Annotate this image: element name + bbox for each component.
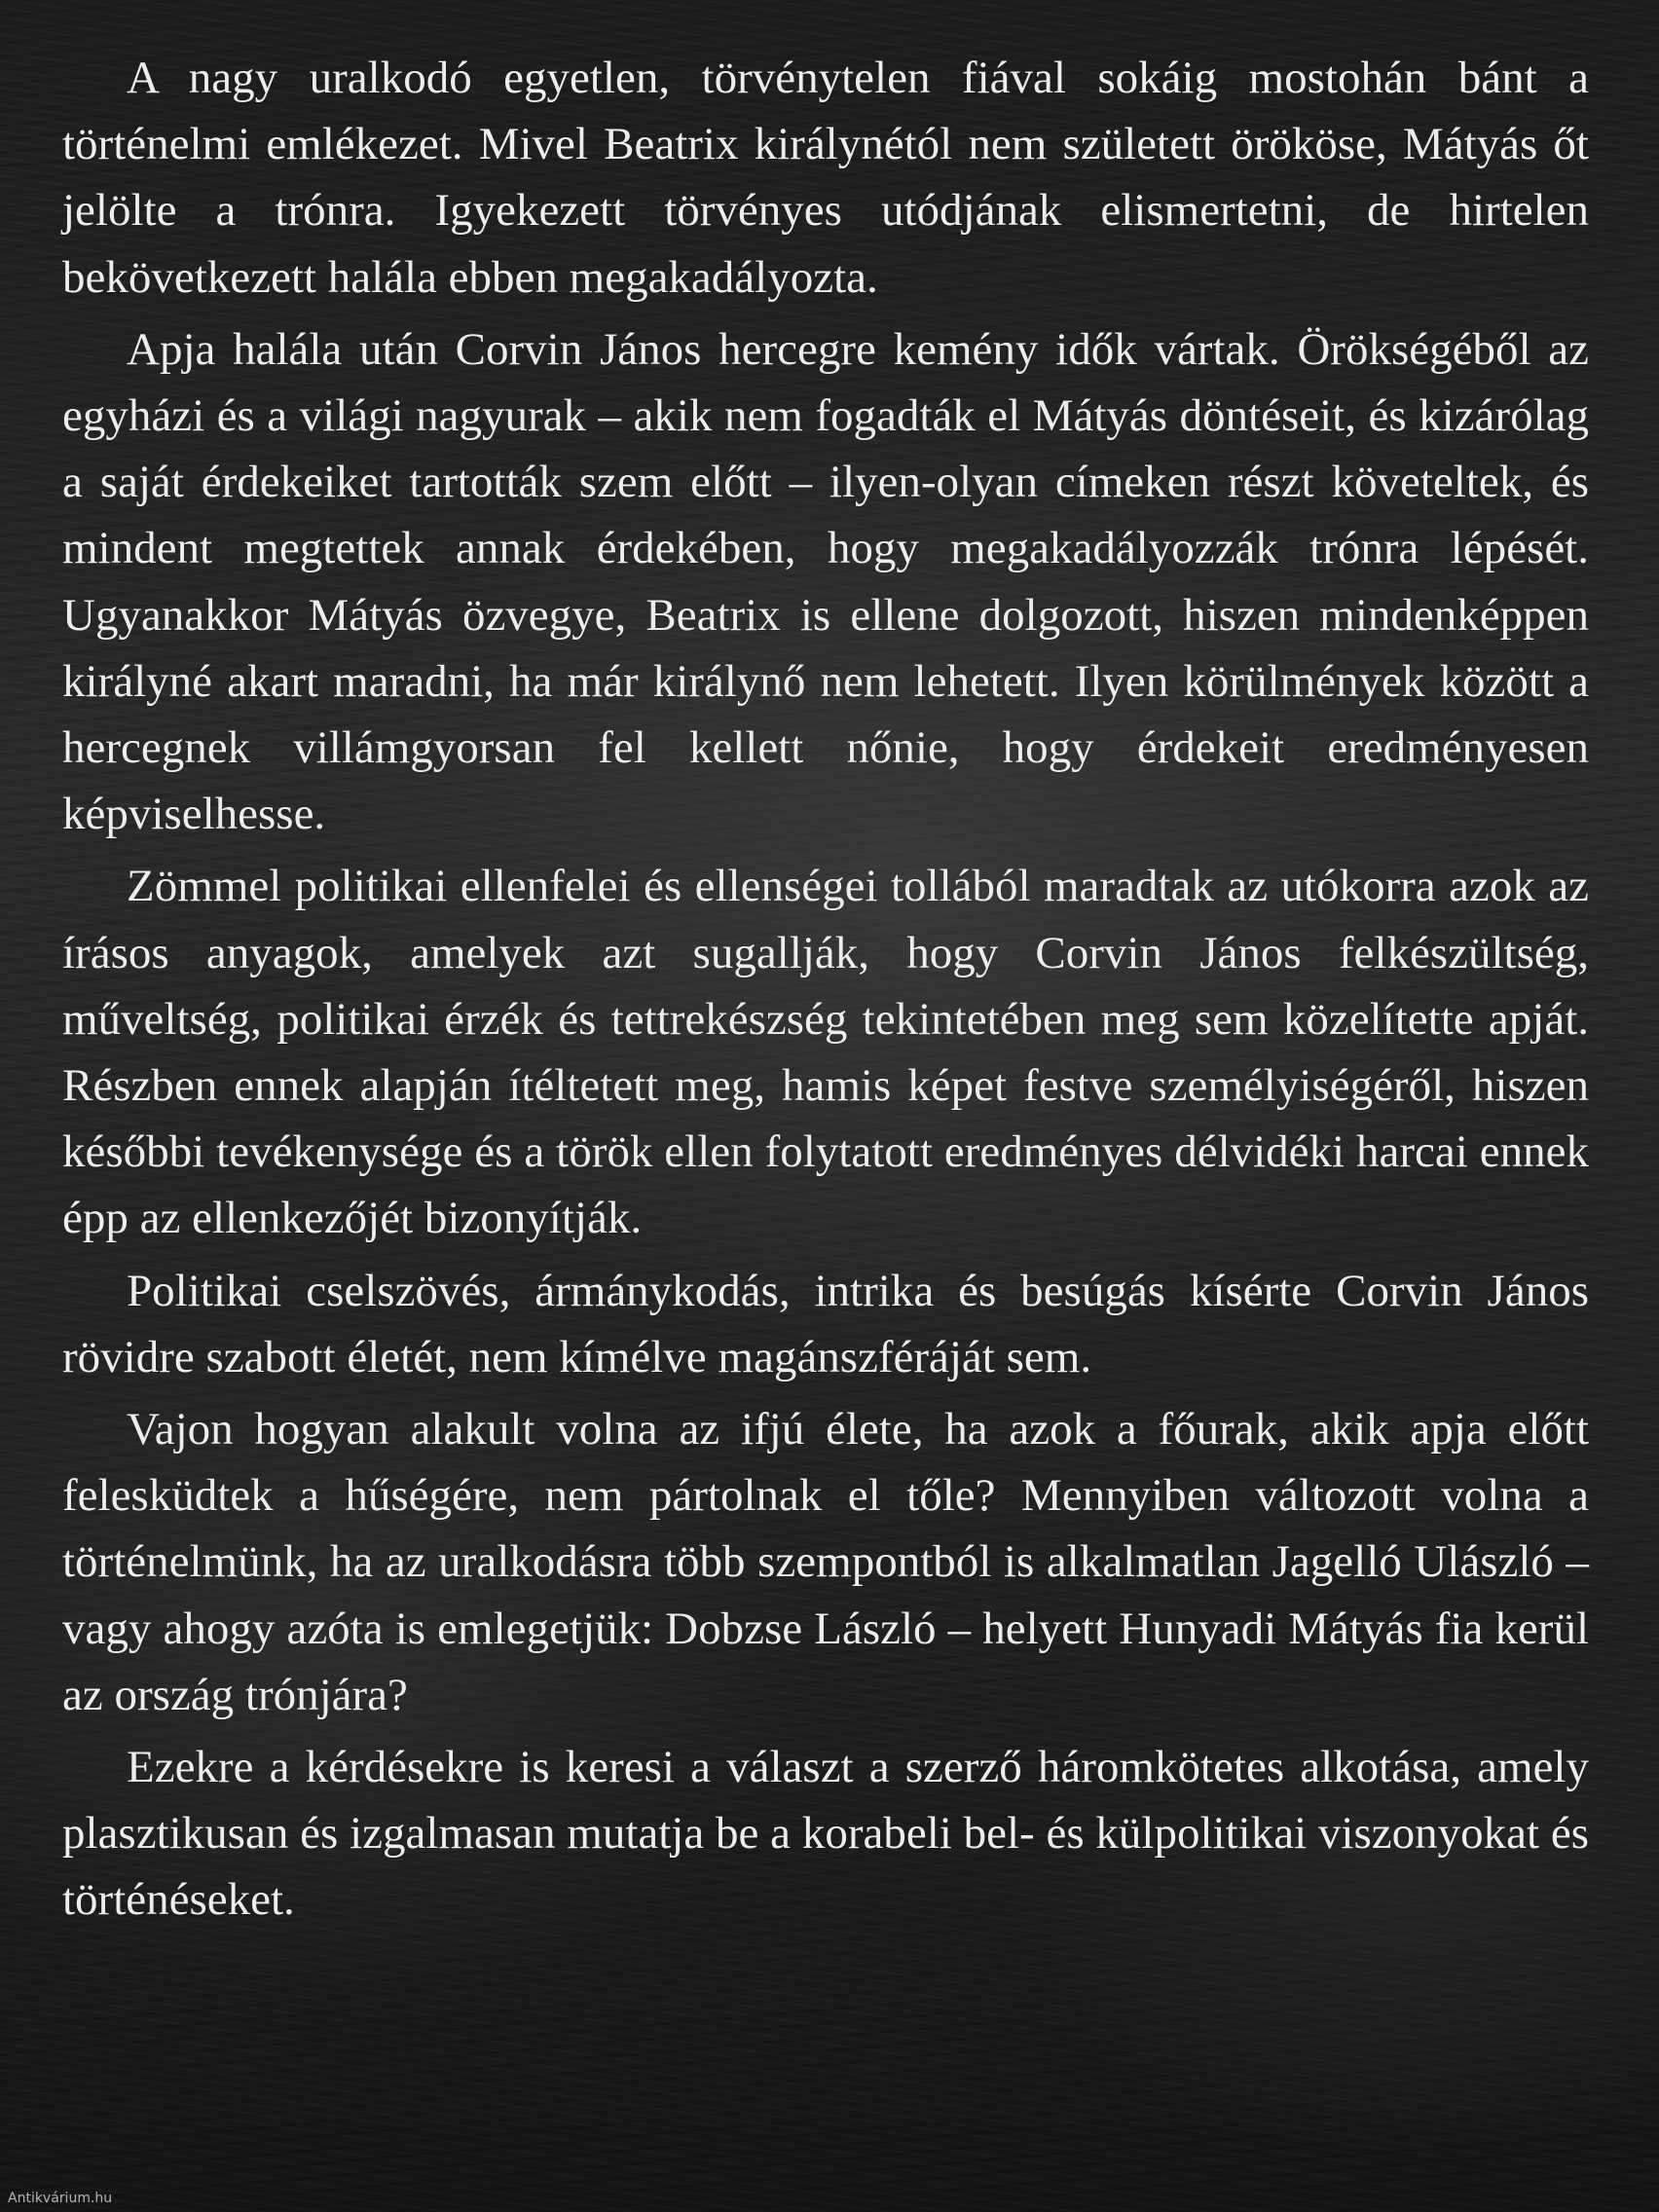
blurb-paragraph-2: Apja halála után Corvin János hercegre kemény idők vártak. Örökségéből az egyházi és a világi nagyurak – akik nem fogadták el Mátyás döntéseit, és kizárólag a saját érdekeiket tartották szem előtt – ilyen-olyan címeken részt követeltek, és mindent megtettek annak érdekében, hogy megakadályozzák trónra lépését. Ugyanakkor Mátyás özvegye, Beatrix is ellene dolgozott, hiszen mindenképpen királyné akart maradni, ha már királynő nem lehetett. Ilyen körülmények között a hercegnek villámgyorsan fel kellett nőnie, hogy érdekeit eredményesen képviselhesse. xyxy=(62,323,1589,840)
watermark: Antikvárium.hu xyxy=(8,2191,113,2206)
blurb-paragraph-3: Zömmel politikai ellenfelei és ellenségei tollából maradtak az utókorra azok az írásos anyagok, amelyek azt sugallják, hogy Corvin János felkészültség, műveltség, politikai érzék és tettrekészség tekintetében meg sem közelítette apját. Részben ennek alapján ítéltetett meg, hamis képet festve személyiségéről, hiszen későbbi tevékenysége és a török ellen folytatott eredményes délvidéki harcai ennek épp az ellenkezőjét bizonyítják. xyxy=(62,861,1589,1244)
blurb-paragraph-4: Politikai cselszövés, ármánykodás, intrika és besúgás kísérte Corvin János rövidre szabott életét, nem kímélve magánszféráját sem. xyxy=(62,1265,1589,1382)
blurb-paragraph-6: Ezekre a kérdésekre is keresi a választ a szerző háromkötetes alkotása, amely plasztikusan és izgalmasan mutatja be a korabeli bel- és külpolitikai viszonyokat és történéseket. xyxy=(62,1742,1589,1926)
blurb-text xyxy=(62,45,1589,1939)
blurb-paragraph-1: A nagy uralkodó egyetlen, törvénytelen fiával sokáig mostohán bánt a történelmi emlékezet. Mivel Beatrix királynétól nem született örököse, Mátyás őt jelölte a trónra. Igyekezett törvényes utódjának elismertetni, de hirtelen bekövetkezett halála ebben megakadályozta. xyxy=(62,53,1589,303)
blurb-paragraph-5: Vajon hogyan alakult volna az ifjú élete, ha azok a főurak, akik apja előtt felesküdtek a hűségére, nem pártolnak el tőle? Mennyiben változott volna a történelmünk, ha az uralkodásra több szempontból is alkalmatlan Jagelló Ulászló – vagy ahogy azóta is emlegetjük: Dobzse László – helyett Hunyadi Mátyás fia kerül az ország trónjára? xyxy=(62,1404,1589,1720)
